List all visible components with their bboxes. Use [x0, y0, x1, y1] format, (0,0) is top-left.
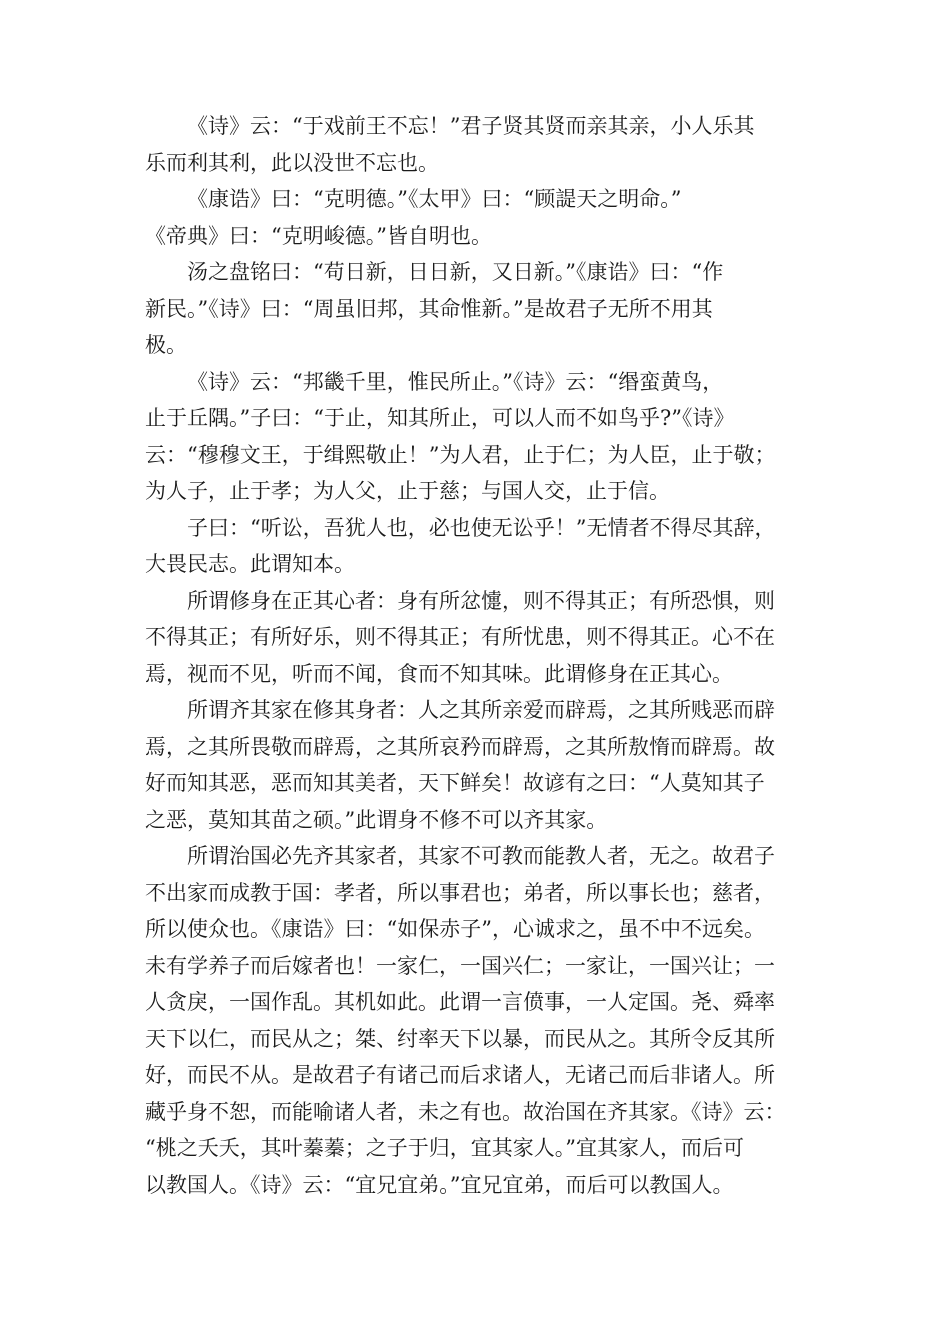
text-line: 未有学养子而后嫁者也！一家仁，一国兴仁；一家让，一国兴让；一 — [145, 953, 775, 978]
text-line: 好而知其恶，恶而知其美者，天下鲜矣！故谚有之曰：“人莫知其子 — [145, 771, 765, 795]
text-line: 子曰：“听讼，吾犹人也，必也使无讼乎！”无情者不得尽其辞， — [187, 515, 776, 540]
text-line: 大畏民志。此谓知本。 — [145, 552, 355, 576]
text-line: 不出家而成教于国：孝者，所以事君也；弟者，所以事长也；慈者， — [145, 880, 775, 905]
text-line: 《诗》云：“于戏前王不忘！”君子贤其贤而亲其亲，小人乐其 — [187, 114, 755, 138]
text-line: 止于丘隅。”子曰：“于止，知其所止，可以人而不如鸟乎?”《诗》 — [145, 406, 735, 430]
text-line: 焉，视而不见，听而不闻，食而不知其味。此谓修身在正其心。 — [145, 661, 733, 686]
text-line: 之恶，莫知其苗之硕。”此谓身不修不可以齐其家。 — [145, 807, 608, 832]
text-line: 好，而民不从。是故君子有诸己而后求诸人，无诸己而后非诸人。所 — [145, 1063, 775, 1087]
paragraph-6 — [145, 583, 810, 693]
paragraph-1 — [145, 108, 810, 181]
text-line: 为人子，止于孝；为人父，止于慈；与国人交，止于信。 — [145, 479, 670, 503]
text-line: 极。 — [145, 333, 187, 357]
text-line: 人贪戾，一国作乱。其机如此。此谓一言偾事，一人定国。尧、舜率 — [145, 990, 775, 1014]
text-line: 《帝典》曰：“克明峻德。”皆自明也。 — [145, 223, 492, 248]
text-line: “桃之夭夭，其叶蓁蓁；之子于归，宜其家人。”宜其家人，而后可 — [145, 1136, 744, 1160]
text-line: 云：“穆穆文王，于缉熙敬止！”为人君，止于仁；为人臣，止于敬； — [145, 442, 776, 467]
text-line: 所谓治国必先齐其家者，其家不可教而能教人者，无之。故君子 — [187, 844, 775, 868]
paragraph-8 — [145, 838, 810, 1203]
paragraph-7 — [145, 692, 810, 838]
text-line: 不得其正；有所好乐，则不得其正；有所忧患，则不得其正。心不在 — [145, 625, 775, 649]
text-line: 所以使众也。《康诰》曰：“如保赤子”，心诚求之，虽不中不远矣。 — [145, 917, 765, 941]
document-body — [145, 108, 810, 1203]
text-line: 汤之盘铭曰：“苟日新，日日新，又日新。”《康诰》曰：“作 — [187, 260, 724, 284]
text-line: 所谓修身在正其心者：身有所忿懥，则不得其正；有所恐惧，则 — [187, 588, 775, 613]
paragraph-5 — [145, 510, 810, 583]
text-line: 新民。”《诗》曰：“周虽旧邦，其命惟新。”是故君子无所不用其 — [145, 296, 713, 321]
text-line: 以教国人。《诗》云：“宜兄宜弟。”宜兄宜弟，而后可以教国人。 — [145, 1172, 734, 1197]
text-line: 所谓齐其家在修其身者：人之其所亲爱而辟焉，之其所贱恶而辟 — [187, 698, 775, 722]
text-line: 《康诰》曰：“克明德。”《太甲》曰：“顾諟天之明命。” — [187, 187, 682, 211]
text-line: 乐而利其利，此以没世不忘也。 — [145, 150, 439, 175]
paragraph-3 — [145, 254, 810, 364]
paragraph-2 — [145, 181, 810, 254]
text-line: 天下以仁，而民从之；桀、纣率天下以暴，而民从之。其所令反其所 — [145, 1026, 775, 1051]
text-line: 焉，之其所畏敬而辟焉，之其所哀矜而辟焉，之其所敖惰而辟焉。故 — [145, 734, 775, 759]
text-line: 藏乎身不恕，而能喻诸人者，未之有也。故治国在齐其家。《诗》云： — [145, 1099, 786, 1124]
paragraph-4 — [145, 364, 810, 510]
text-line: 《诗》云：“邦畿千里，惟民所止。”《诗》云：“缗蛮黄鸟， — [187, 369, 724, 394]
